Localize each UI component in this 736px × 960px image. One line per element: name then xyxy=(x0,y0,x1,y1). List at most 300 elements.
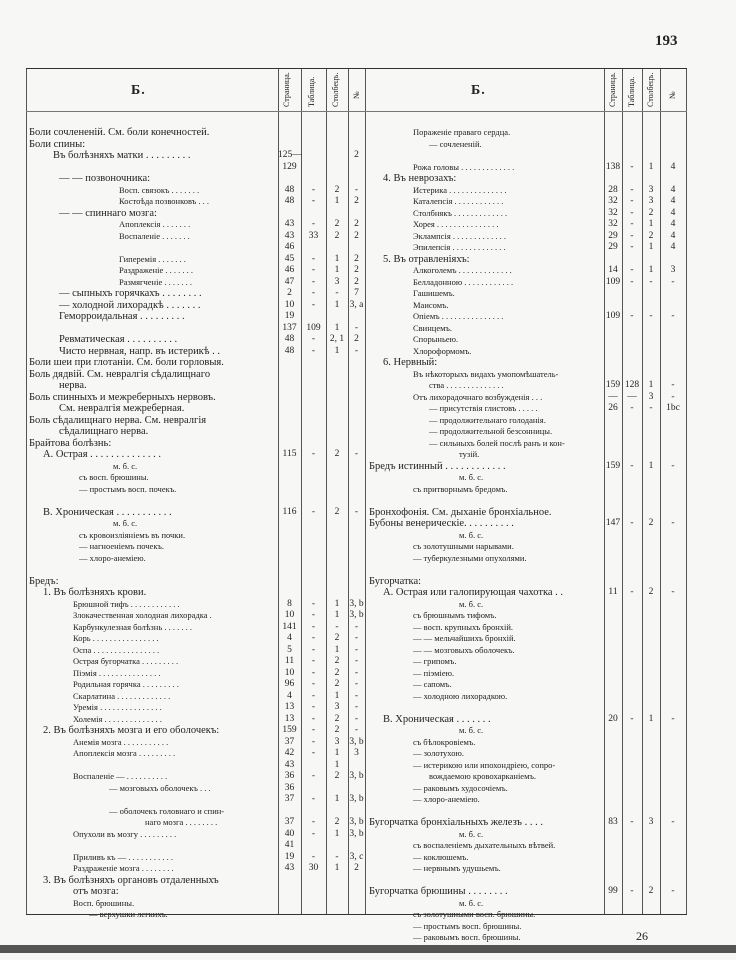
entry-column-ref: - xyxy=(335,621,339,632)
entry-number-ref: 2 xyxy=(354,196,359,206)
entry-column-ref: 1 xyxy=(334,265,340,275)
index-row xyxy=(26,461,365,473)
entry-text: Спорыньею. xyxy=(413,334,459,344)
entry-table-ref: - xyxy=(630,713,634,724)
entry-page-ref: 37 xyxy=(284,736,295,747)
entry-text: — продолжительнаго голоданія. xyxy=(429,414,546,425)
entry-column-ref: 1 xyxy=(648,380,654,390)
entry-column-ref: - xyxy=(649,403,653,413)
entry-number-ref: - xyxy=(671,380,675,390)
index-row xyxy=(366,576,687,588)
index-row xyxy=(26,162,365,174)
entry-text: тузій. xyxy=(459,449,480,459)
entry-page-ref: 125— xyxy=(278,150,302,160)
index-row xyxy=(366,288,687,300)
entry-number-ref: - xyxy=(671,886,675,896)
entry-text: Оспа . . . . . . . . . . . . . . . . xyxy=(73,644,160,655)
entry-table-ref: - xyxy=(311,184,316,195)
index-row xyxy=(366,150,687,162)
entry-number-ref: 4 xyxy=(670,219,676,229)
entry-table-ref: - xyxy=(311,506,316,517)
entry-text: Воспаленіе . . . . . . . xyxy=(119,230,190,241)
index-row xyxy=(26,426,365,438)
entry-text: вождаемою кровохарканіемъ. xyxy=(429,771,536,781)
entry-number-ref: 2 xyxy=(354,276,359,287)
entry-column-ref: 2 xyxy=(648,587,654,597)
index-row xyxy=(26,150,365,162)
entry-page-ref: 109 xyxy=(605,276,621,287)
entry-column-ref: 1 xyxy=(334,299,340,310)
entry-text: Родильная горячка . . . . . . . . . xyxy=(73,679,179,689)
entry-number-ref: 4 xyxy=(670,184,676,195)
entry-column-ref: 1 xyxy=(648,460,654,471)
entry-text: Бредъ: xyxy=(29,575,59,587)
entry-text: Карбункулезная болѣзнь . . . . . . . xyxy=(73,621,192,632)
entry-table-ref: - xyxy=(311,725,316,735)
entry-page-ref: 99 xyxy=(608,886,618,896)
entry-number-ref: 3, b xyxy=(349,610,364,620)
index-row xyxy=(26,254,365,266)
entry-page-ref: 37 xyxy=(284,794,295,804)
entry-table-ref: - xyxy=(311,334,316,344)
entry-text: Эпилепсія . . . . . . . . . . . . . xyxy=(413,242,506,252)
entry-table-ref: - xyxy=(630,184,634,195)
entry-column-ref: 2 xyxy=(334,506,340,517)
entry-table-ref: - xyxy=(311,196,316,206)
index-row xyxy=(26,449,365,461)
index-row xyxy=(366,737,687,749)
entry-table-ref: - xyxy=(630,161,634,172)
index-row xyxy=(26,323,365,335)
entry-number-ref: 3, b xyxy=(349,794,364,804)
index-row xyxy=(26,495,365,507)
entry-text: — сильныхъ болей послѣ ранъ и кон- xyxy=(429,437,565,448)
entry-page-ref: 32 xyxy=(608,207,618,218)
index-row xyxy=(26,748,365,760)
entry-text: — хлоро-анеміею. xyxy=(79,552,146,563)
entry-number-ref: 3, b xyxy=(349,598,364,609)
entry-page-ref: 138 xyxy=(605,161,621,172)
entry-column-ref: 2 xyxy=(334,219,340,229)
index-row xyxy=(26,242,365,254)
entry-text: Маисомъ. xyxy=(413,299,449,310)
entry-table-ref: - xyxy=(311,610,316,620)
entry-text: Боли шеи при глотаніи. См. боли горловыя. xyxy=(29,357,224,368)
entry-page-ref: 19 xyxy=(284,311,295,321)
entry-text: м. б. с. xyxy=(459,472,484,482)
entry-number-ref: 3, b xyxy=(349,817,364,827)
index-row xyxy=(26,875,365,887)
entry-text: — верхушки легкихъ. xyxy=(89,909,168,919)
index-row xyxy=(26,369,365,381)
entry-number-ref: 1bc xyxy=(666,403,680,413)
index-row xyxy=(26,403,365,415)
entry-text: Эклампсія . . . . . . . . . . . . . xyxy=(413,230,506,241)
entry-text: — коклюшемъ. xyxy=(413,851,469,862)
entry-page-ref: 2 xyxy=(287,288,292,298)
entry-number-ref: 3, b xyxy=(349,736,364,747)
entry-text: — — мельчайшихъ бронхій. xyxy=(413,633,516,643)
entry-number-ref: - xyxy=(354,690,359,701)
entry-column-ref: 2 xyxy=(648,230,654,241)
index-row xyxy=(366,185,687,197)
entry-column-ref: 1 xyxy=(648,161,654,172)
entry-text: А. Острая . . . . . . . . . . . . . . xyxy=(43,449,162,460)
index-row xyxy=(26,392,365,404)
entry-table-ref: 128 xyxy=(624,380,640,390)
entry-text: — простымъ восп. почекъ. xyxy=(79,483,177,494)
entry-text: Чисто нервная, напр. въ истерикѣ . . xyxy=(59,345,220,357)
index-row xyxy=(26,771,365,783)
index-row xyxy=(366,783,687,795)
entry-text: Боль дядвій. См. невралгія сѣдалищнаго xyxy=(29,368,211,380)
entry-text: Апоплексія мозга . . . . . . . . . xyxy=(73,748,176,758)
entry-page-ref: 46 xyxy=(284,265,295,275)
entry-table-ref: - xyxy=(311,817,316,827)
index-row xyxy=(366,645,687,657)
entry-text: — простымъ восп. брюшины. xyxy=(413,920,522,931)
entry-page-ref: 11 xyxy=(284,656,295,666)
entry-number-ref: - xyxy=(354,322,359,333)
entry-page-ref: 4 xyxy=(287,690,292,701)
index-row xyxy=(26,714,365,726)
index-row xyxy=(366,231,687,243)
entry-column-ref: 2, 1 xyxy=(329,334,345,344)
entry-text: — восп. крупныхъ бронхій. xyxy=(413,621,514,632)
entry-column-ref: 3 xyxy=(648,817,654,827)
entry-number-ref: 2 xyxy=(354,253,359,264)
entry-column-ref: 1 xyxy=(648,242,654,252)
entry-table-ref: - xyxy=(311,276,316,287)
entry-column-ref: 2 xyxy=(334,713,340,724)
index-row xyxy=(26,564,365,576)
entry-page-ref: 96 xyxy=(284,679,295,689)
entry-text: Восп. брюшины. xyxy=(73,897,135,908)
index-row xyxy=(366,909,687,921)
entry-table-ref: - xyxy=(311,851,316,862)
entry-text: Ревматическая . . . . . . . . . . xyxy=(59,334,178,345)
entry-text: Опухоли въ мозгу . . . . . . . . . xyxy=(73,828,177,839)
left-col-column-header: Столбецъ. xyxy=(331,72,340,107)
entry-text: Костоѣда позвонковъ . . . xyxy=(119,196,209,206)
entry-page-ref: 48 xyxy=(284,334,295,344)
entry-text: — хлоро-анеміею. xyxy=(413,794,480,804)
entry-page-ref: 37 xyxy=(284,817,295,827)
entry-text: Въ нѣкоторыхъ видахъ умопомѣшатель- xyxy=(413,368,559,379)
entry-table-ref: 30 xyxy=(308,863,319,873)
entry-column-ref: 2 xyxy=(334,817,340,827)
entry-table-ref: - xyxy=(311,345,316,356)
index-row xyxy=(26,806,365,818)
index-row xyxy=(366,725,687,737)
left-column-entries xyxy=(26,127,365,921)
entry-number-ref: 2 xyxy=(354,150,359,160)
entry-text: Хлороформомъ. xyxy=(413,345,472,356)
entry-text: Бубоны венерическіе. . . . . . . . . . xyxy=(369,518,514,529)
index-row xyxy=(366,679,687,691)
entry-text: съ бѣлокровіемъ. xyxy=(413,736,476,747)
entry-table-ref: - xyxy=(311,253,316,264)
entry-number-ref: - xyxy=(354,656,359,666)
entry-page-ref: 137 xyxy=(282,322,297,333)
entry-text: сѣдалищнаго нерва. xyxy=(59,426,149,437)
entry-column-ref: 2 xyxy=(334,449,340,459)
entry-page-ref: 40 xyxy=(284,828,295,839)
index-row xyxy=(26,599,365,611)
entry-text: съ золотушными восп. брюшины. xyxy=(413,909,536,919)
entry-number-ref: - xyxy=(354,644,359,655)
entry-text: съ брюшнымъ тифомъ. xyxy=(413,610,497,620)
entry-page-ref: 159 xyxy=(605,380,621,390)
index-row xyxy=(26,541,365,553)
entry-table-ref: - xyxy=(311,656,316,666)
index-row xyxy=(26,127,365,139)
index-row xyxy=(26,380,365,392)
entry-text: Белладонною . . . . . . . . . . . . xyxy=(413,276,514,287)
entry-page-ref: 20 xyxy=(608,713,618,724)
entry-text: — сочлененій. xyxy=(429,138,482,149)
index-row xyxy=(26,553,365,565)
index-row xyxy=(366,495,687,507)
entry-page-ref: 36 xyxy=(284,771,295,781)
index-row xyxy=(366,610,687,622)
index-row xyxy=(366,702,687,714)
entry-table-ref: - xyxy=(630,403,634,413)
entry-text: Боль сѣдалищнаго нерва. См. невралгія xyxy=(29,414,207,426)
entry-table-ref: - xyxy=(630,817,634,827)
entry-table-ref: - xyxy=(311,828,316,839)
entry-number-ref: - xyxy=(354,713,359,724)
entry-page-ref: 45 xyxy=(284,253,295,264)
index-row xyxy=(366,668,687,680)
entry-number-ref: 2 xyxy=(354,265,359,275)
index-row xyxy=(366,633,687,645)
entry-number-ref: 2 xyxy=(354,863,359,873)
index-row xyxy=(366,829,687,841)
index-row xyxy=(366,208,687,220)
index-row xyxy=(366,817,687,829)
entry-text: Боли спины: xyxy=(29,138,86,150)
entry-column-ref: 1 xyxy=(334,828,340,839)
entry-number-ref: - xyxy=(671,587,675,597)
entry-number-ref: 3 xyxy=(354,748,359,758)
entry-text: Анемія мозга . . . . . . . . . . . xyxy=(73,736,169,747)
index-row xyxy=(26,633,365,645)
index-row xyxy=(366,438,687,450)
index-row xyxy=(366,852,687,864)
entry-number-ref: 4 xyxy=(670,196,676,206)
index-row xyxy=(366,553,687,565)
index-row xyxy=(366,357,687,369)
entry-text: Бугорчатка бронхіальныхъ железъ . . . . xyxy=(369,817,543,828)
index-row xyxy=(26,219,365,231)
index-table xyxy=(26,68,687,942)
index-row xyxy=(26,196,365,208)
entry-table-ref: - xyxy=(311,736,316,747)
index-row xyxy=(366,714,687,726)
right-col-page-header: Страница. xyxy=(608,72,617,107)
index-row xyxy=(26,679,365,691)
entry-page-ref: 36 xyxy=(284,782,295,793)
entry-number-ref: 2 xyxy=(354,230,359,241)
entry-number-ref: - xyxy=(671,276,675,287)
index-row xyxy=(26,886,365,898)
entry-text: 4. Въ неврозахъ: xyxy=(383,173,457,184)
entry-table-ref: - xyxy=(311,771,316,781)
entry-page-ref: 159 xyxy=(605,460,621,471)
index-row xyxy=(26,576,365,588)
entry-number-ref: - xyxy=(671,391,675,402)
entry-column-ref: 1 xyxy=(334,322,340,333)
entry-table-ref: - xyxy=(630,311,634,321)
entry-column-ref: 2 xyxy=(334,667,340,678)
index-row xyxy=(366,530,687,542)
index-row xyxy=(26,622,365,634)
index-row xyxy=(26,645,365,657)
index-row xyxy=(366,472,687,484)
entry-text: — мозговыхъ оболочекъ . . . xyxy=(109,782,211,793)
entry-text: Приливъ къ — . . . . . . . . . . . xyxy=(73,851,173,862)
entry-column-ref: - xyxy=(649,276,653,287)
index-row xyxy=(366,196,687,208)
entry-text: Размягченіе . . . . . . . xyxy=(119,276,192,287)
entry-number-ref: - xyxy=(354,621,359,632)
entry-page-ref: 14 xyxy=(608,265,618,275)
entry-text: м. б. с. xyxy=(459,725,484,735)
entry-text: Апоплексія . . . . . . . xyxy=(119,219,191,229)
entry-table-ref: - xyxy=(630,196,634,206)
index-row xyxy=(26,231,365,243)
entry-page-ref: 10 xyxy=(284,667,295,678)
index-row xyxy=(366,461,687,473)
index-row xyxy=(366,426,687,438)
entry-text: — туберкулезными опухолями. xyxy=(413,552,527,563)
entry-text: Холемія . . . . . . . . . . . . . . xyxy=(73,713,162,724)
index-row xyxy=(366,277,687,289)
entry-text: А. Острая или галопирующая чахотка . . xyxy=(383,587,564,598)
entry-page-ref: 43 xyxy=(284,759,295,770)
entry-page-ref: 4 xyxy=(287,633,292,643)
entry-text: м. б. с. xyxy=(113,460,138,471)
entry-text: 5. Въ отравленіяхъ: xyxy=(383,253,470,265)
entry-text: Геморроидальная . . . . . . . . . xyxy=(59,311,185,322)
entry-text: — нагноеніемъ почекъ. xyxy=(79,541,164,551)
entry-table-ref: 109 xyxy=(306,322,321,333)
entry-table-ref: - xyxy=(630,276,634,287)
entry-column-ref: 1 xyxy=(334,748,340,758)
entry-text: — нервнымъ удушьемъ. xyxy=(413,863,501,873)
index-row xyxy=(366,484,687,496)
index-row xyxy=(26,691,365,703)
entry-text: ства . . . . . . . . . . . . . . xyxy=(429,380,504,390)
entry-text: съ золотушными нарывами. xyxy=(413,541,514,551)
index-row xyxy=(366,449,687,461)
entry-text: В. Хроническая . . . . . . . . . . . xyxy=(43,506,172,518)
entry-column-ref: 2 xyxy=(334,679,340,689)
index-row xyxy=(366,369,687,381)
entry-number-ref: 4 xyxy=(670,207,676,218)
index-row xyxy=(26,725,365,737)
entry-number-ref: 4 xyxy=(670,230,676,241)
entry-text: Раздраженіе мозга . . . . . . . . xyxy=(73,863,174,873)
index-row xyxy=(366,415,687,427)
entry-text: Воспаленіе — . . . . . . . . . . xyxy=(73,771,168,781)
entry-page-ref: 13 xyxy=(284,713,295,724)
entry-column-ref: 2 xyxy=(648,518,654,528)
entry-column-ref: 1 xyxy=(334,759,340,770)
index-row xyxy=(366,254,687,266)
entry-table-ref: - xyxy=(630,587,634,597)
index-row xyxy=(366,392,687,404)
entry-table-ref: - xyxy=(311,644,316,655)
entry-number-ref: 3, b xyxy=(349,771,364,781)
entry-page-ref: 48 xyxy=(284,345,295,356)
entry-text: В. Хроническая . . . . . . . xyxy=(383,713,491,725)
index-row xyxy=(366,840,687,852)
entry-column-ref: 2 xyxy=(334,725,340,735)
right-col-no-header: № xyxy=(668,91,677,99)
index-row xyxy=(366,242,687,254)
entry-text: Злокачественная холодная лихорадка . xyxy=(73,610,212,620)
index-row xyxy=(366,139,687,151)
index-row xyxy=(26,702,365,714)
index-row xyxy=(366,507,687,519)
index-row xyxy=(26,139,365,151)
entry-table-ref: - xyxy=(630,219,634,229)
entry-number-ref: - xyxy=(354,725,359,735)
index-row xyxy=(26,334,365,346)
entry-table-ref: - xyxy=(311,265,316,275)
entry-text: Рожа головы . . . . . . . . . . . . . xyxy=(413,161,515,172)
index-row xyxy=(26,415,365,427)
entry-page-ref: 10 xyxy=(284,299,295,310)
index-row xyxy=(366,334,687,346)
index-row xyxy=(366,656,687,668)
entry-text: 1. Въ болѣзняхъ крови. xyxy=(43,587,147,598)
entry-number-ref: 7 xyxy=(354,288,359,298)
entry-table-ref: - xyxy=(630,242,634,252)
entry-table-ref: - xyxy=(311,713,316,724)
entry-page-ref: 28 xyxy=(608,184,618,195)
entry-column-ref: 2 xyxy=(334,656,340,666)
index-row xyxy=(26,530,365,542)
entry-number-ref: - xyxy=(671,460,675,471)
entry-text: съ воспаленіемъ дыхательныхъ вѣтвей. xyxy=(413,840,556,850)
entry-text: — раковымъ восп. брюшины. xyxy=(413,932,521,942)
entry-text: Бронхофонія. См. дыханіе бронхіальное. xyxy=(369,506,552,518)
entry-text: Пораженіе праваго сердца. xyxy=(413,127,511,137)
entry-number-ref: - xyxy=(354,702,359,712)
entry-number-ref: 3 xyxy=(670,265,676,275)
index-row xyxy=(26,783,365,795)
index-row xyxy=(366,599,687,611)
entry-text: Корь . . . . . . . . . . . . . . . . xyxy=(73,633,159,643)
entry-text: — холодной лихорадкѣ . . . . . . . xyxy=(59,299,201,311)
entry-page-ref: 5 xyxy=(287,644,292,655)
index-row xyxy=(26,909,365,921)
entry-text: съ восп. брюшины. xyxy=(79,472,149,482)
entry-table-ref: - xyxy=(630,460,634,471)
entry-text: Раздраженіе . . . . . . . xyxy=(119,265,194,275)
entry-page-ref: 26 xyxy=(608,403,618,413)
entry-text: — — позвоночника: xyxy=(59,173,151,184)
index-row xyxy=(366,162,687,174)
index-row xyxy=(26,852,365,864)
footer-number: 26 xyxy=(636,929,648,943)
entry-text: нерва. xyxy=(59,380,87,391)
entry-column-ref: 1 xyxy=(334,196,340,206)
entry-table-ref: - xyxy=(311,288,316,298)
